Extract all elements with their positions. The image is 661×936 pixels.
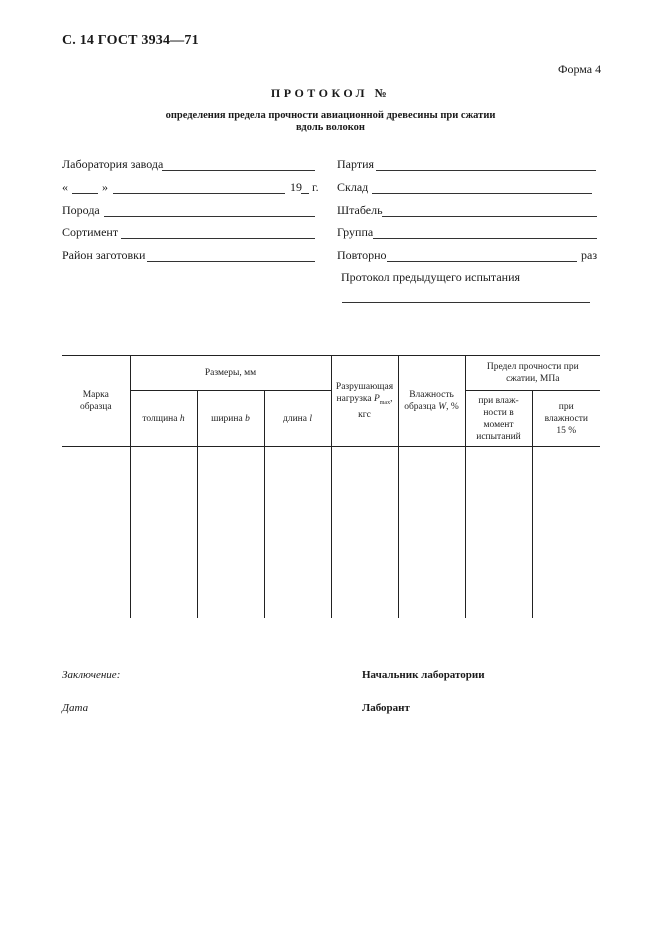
header-mark-line-2: образца bbox=[79, 402, 112, 412]
table-header-row-2 bbox=[62, 391, 600, 447]
label-repeat-suffix: раз bbox=[581, 248, 598, 262]
results-table bbox=[62, 355, 600, 618]
cell-strength-at-test[interactable] bbox=[465, 447, 532, 618]
subtitle-line-1: определения предела прочности авиационной древесины при сжатии bbox=[165, 110, 496, 121]
previous-protocol-field[interactable] bbox=[342, 302, 590, 303]
label-repeat: Повторно bbox=[337, 248, 387, 262]
cell-breaking-load[interactable] bbox=[331, 447, 398, 618]
label-year-suffix: г. bbox=[312, 180, 319, 194]
region-field[interactable] bbox=[147, 261, 315, 262]
species-field[interactable] bbox=[104, 216, 315, 217]
group-field[interactable] bbox=[373, 238, 597, 239]
cell-strength-at-15[interactable] bbox=[532, 447, 600, 618]
header-at-test-line-4: испытаний bbox=[476, 431, 521, 442]
header-at15-line-1: при bbox=[558, 401, 574, 412]
header-dimensions: Размеры, мм bbox=[130, 356, 331, 391]
subtitle-line-2: вдоль волокон bbox=[296, 122, 365, 133]
header-moisture-line-2: образца W, % bbox=[404, 402, 459, 412]
header-strength-line-2: сжатии, МПа bbox=[506, 374, 560, 384]
header-mark-line-1: Марка bbox=[82, 390, 109, 400]
header-strength-line-1: Предел прочности при bbox=[486, 362, 579, 372]
form-number: Форма 4 bbox=[558, 62, 602, 76]
header-width: ширина b bbox=[197, 391, 264, 447]
header-load-line-1: Разрушающая bbox=[335, 382, 394, 393]
header-at15-line-2: влажности bbox=[544, 413, 588, 424]
header-at-test-line-2: ности в bbox=[483, 407, 514, 418]
label-region: Район заготовки bbox=[62, 248, 146, 262]
batch-field[interactable] bbox=[376, 170, 596, 171]
page-reference: С. 14 ГОСТ 3934—71 bbox=[62, 33, 199, 48]
laboratory-field[interactable] bbox=[162, 170, 315, 171]
label-stack: Штабель bbox=[337, 203, 383, 217]
stack-field[interactable] bbox=[382, 216, 597, 217]
cell-moisture[interactable] bbox=[398, 447, 465, 618]
header-length: длина l bbox=[264, 391, 331, 447]
header-moisture bbox=[398, 356, 465, 447]
repeat-count-field[interactable] bbox=[387, 261, 577, 262]
label-year-prefix: 19 bbox=[290, 180, 302, 194]
head-of-laboratory-label: Начальник лаборатории bbox=[362, 669, 485, 681]
label-date-open-quote: « bbox=[62, 180, 68, 194]
header-at-test-line-1: при влаж- bbox=[478, 395, 519, 406]
date-month-field[interactable] bbox=[113, 193, 285, 194]
label-species: Порода bbox=[62, 203, 100, 217]
conclusion-label: Заключение: bbox=[62, 669, 121, 681]
cell-sample-mark[interactable] bbox=[62, 447, 130, 618]
date-day-field[interactable] bbox=[72, 193, 98, 194]
header-breaking-load bbox=[331, 356, 398, 447]
table-body-row bbox=[62, 447, 600, 618]
date-label: Дата bbox=[62, 702, 89, 714]
header-thickness: толщина h bbox=[130, 391, 197, 447]
label-assortment: Сортимент bbox=[62, 225, 119, 239]
technician-label: Лаборант bbox=[362, 702, 410, 714]
cell-width[interactable] bbox=[197, 447, 264, 618]
warehouse-field[interactable] bbox=[372, 193, 592, 194]
label-batch: Партия bbox=[337, 157, 375, 171]
label-previous-protocol: Протокол предыдущего испытания bbox=[341, 270, 521, 284]
header-load-line-2: нагрузка $P_{max}$, bbox=[336, 394, 393, 406]
header-load-line-3: кгс bbox=[358, 409, 371, 420]
header-at15-line-3: 15 % bbox=[556, 425, 577, 436]
label-laboratory: Лаборатория завода bbox=[62, 157, 164, 171]
header-moisture-line-1: Влажность bbox=[409, 390, 454, 400]
assortment-field[interactable] bbox=[121, 238, 315, 239]
header-strength-limit bbox=[465, 356, 600, 391]
cell-length[interactable] bbox=[264, 447, 331, 618]
document-title: ПРОТОКОЛ № bbox=[270, 86, 391, 100]
header-sample-mark bbox=[62, 356, 130, 447]
document-subtitle bbox=[0, 110, 661, 134]
label-date-close-quote: » bbox=[102, 180, 108, 194]
label-warehouse: Склад bbox=[337, 180, 369, 194]
header-at-test-moisture bbox=[465, 391, 532, 447]
date-year-field[interactable] bbox=[301, 193, 309, 194]
cell-thickness[interactable] bbox=[130, 447, 197, 618]
header-at-test-line-3: момент bbox=[483, 419, 514, 430]
table-header-row-1 bbox=[62, 356, 600, 391]
label-group: Группа bbox=[337, 225, 374, 239]
header-at-15-percent bbox=[532, 391, 600, 447]
